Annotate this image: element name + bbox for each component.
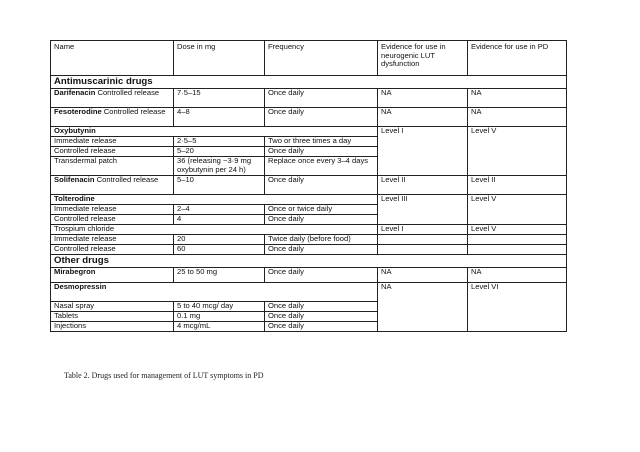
frequency-cell: Once daily bbox=[265, 245, 378, 255]
drug-table bbox=[50, 40, 567, 332]
neuro-evidence-cell: Level III bbox=[378, 195, 468, 225]
frequency-cell: Once or twice daily bbox=[265, 205, 378, 215]
drug-formulation: Controlled release bbox=[95, 88, 160, 97]
dose-cell: 7·5–15 bbox=[174, 89, 265, 108]
drug-name-cell bbox=[51, 268, 174, 283]
frequency-cell: Once daily bbox=[265, 302, 378, 312]
frequency-cell: Once daily bbox=[265, 215, 378, 225]
pd-evidence-cell: NA bbox=[468, 89, 567, 108]
drug-name: Fesoterodine bbox=[54, 107, 102, 116]
neuro-evidence-cell: NA bbox=[378, 268, 468, 283]
table-row bbox=[51, 245, 567, 255]
dose-cell: 2–4 bbox=[174, 205, 265, 215]
frequency-cell: Once daily bbox=[265, 89, 378, 108]
formulation-cell: Controlled release bbox=[51, 245, 174, 255]
neuro-evidence-cell: Level I bbox=[378, 127, 468, 176]
drug-name: Tolterodine bbox=[54, 194, 95, 203]
drug-name: Solifenacin bbox=[54, 175, 95, 184]
formulation-cell: Immediate release bbox=[51, 205, 174, 215]
table-header-row bbox=[51, 41, 567, 76]
drug-name-cell bbox=[51, 89, 174, 108]
formulation-cell: Controlled release bbox=[51, 215, 174, 225]
pd-evidence-cell: Level V bbox=[468, 225, 567, 235]
pd-evidence-cell: Level VI bbox=[468, 283, 567, 332]
formulation-cell: Transdermal patch bbox=[51, 157, 174, 176]
drug-name-cell bbox=[51, 283, 378, 302]
pd-evidence-cell: NA bbox=[468, 108, 567, 127]
drug-name: Darifenacin bbox=[54, 88, 96, 97]
header-frequency: Frequency bbox=[265, 41, 378, 76]
table-row bbox=[51, 195, 567, 205]
frequency-cell: Once daily bbox=[265, 322, 378, 332]
frequency-cell: Once daily bbox=[265, 268, 378, 283]
frequency-cell: Twice daily (before food) bbox=[265, 235, 378, 245]
dose-cell: 4 mcg/mL bbox=[174, 322, 265, 332]
drug-name-cell bbox=[51, 176, 174, 195]
formulation-cell: Controlled release bbox=[51, 147, 174, 157]
pd-evidence-cell: Level V bbox=[468, 195, 567, 225]
neuro-evidence-cell: NA bbox=[378, 108, 468, 127]
drug-name: Oxybutynin bbox=[54, 126, 96, 135]
dose-cell: 36 (releasing ~3·9 mg oxybutynin per 24 h) bbox=[174, 157, 265, 176]
table-row bbox=[51, 108, 567, 127]
table-row bbox=[51, 89, 567, 108]
header-name: Name bbox=[51, 41, 174, 76]
neuro-evidence-cell: NA bbox=[378, 283, 468, 332]
frequency-cell: Once daily bbox=[265, 147, 378, 157]
frequency-cell: Once daily bbox=[265, 176, 378, 195]
dose-cell: 4 bbox=[174, 215, 265, 225]
frequency-cell: Replace once every 3–4 days bbox=[265, 157, 378, 176]
drug-name-cell bbox=[51, 195, 378, 205]
pd-evidence-cell bbox=[468, 235, 567, 245]
dose-cell: 25 to 50 mg bbox=[174, 268, 265, 283]
dose-cell: 5 to 40 mcg/ day bbox=[174, 302, 265, 312]
neuro-evidence-cell: Level II bbox=[378, 176, 468, 195]
drug-name-cell: Trospium chloride bbox=[51, 225, 378, 235]
table-row bbox=[51, 176, 567, 195]
header-dose: Dose in mg bbox=[174, 41, 265, 76]
dose-cell: 5–10 bbox=[174, 176, 265, 195]
table-row bbox=[51, 235, 567, 245]
dose-cell: 4–8 bbox=[174, 108, 265, 127]
table-caption: Table 2. Drugs used for management of LUT symptoms in PD bbox=[64, 371, 264, 380]
formulation-cell: Nasal spray bbox=[51, 302, 174, 312]
pd-evidence-cell: Level V bbox=[468, 127, 567, 176]
drug-formulation: Controlled release bbox=[94, 175, 159, 184]
drug-name-cell bbox=[51, 127, 378, 137]
drug-name: Mirabegron bbox=[54, 267, 96, 276]
formulation-cell: Immediate release bbox=[51, 137, 174, 147]
drug-name: Desmopressin bbox=[54, 282, 107, 291]
neuro-evidence-cell bbox=[378, 235, 468, 245]
formulation-cell: Immediate release bbox=[51, 235, 174, 245]
header-neuro-evidence: Evidence for use in neurogenic LUT dysfunction bbox=[378, 41, 468, 76]
section-antimuscarinic: Antimuscarinic drugs bbox=[51, 76, 567, 89]
formulation-cell: Tablets bbox=[51, 312, 174, 322]
pd-evidence-cell: NA bbox=[468, 268, 567, 283]
neuro-evidence-cell: Level I bbox=[378, 225, 468, 235]
pd-evidence-cell bbox=[468, 245, 567, 255]
table-row bbox=[51, 127, 567, 137]
frequency-cell: Once daily bbox=[265, 108, 378, 127]
table-row bbox=[51, 268, 567, 283]
pd-evidence-cell: Level II bbox=[468, 176, 567, 195]
section-other: Other drugs bbox=[51, 255, 567, 268]
formulation-cell: Injections bbox=[51, 322, 174, 332]
table-row bbox=[51, 225, 567, 235]
section-row bbox=[51, 255, 567, 268]
table-row bbox=[51, 283, 567, 302]
dose-cell: 20 bbox=[174, 235, 265, 245]
neuro-evidence-cell bbox=[378, 245, 468, 255]
drug-name-cell bbox=[51, 108, 174, 127]
header-pd-evidence: Evidence for use in PD bbox=[468, 41, 567, 76]
dose-cell: 2·5–5 bbox=[174, 137, 265, 147]
neuro-evidence-cell: NA bbox=[378, 89, 468, 108]
section-row bbox=[51, 76, 567, 89]
drug-formulation: Controlled release bbox=[101, 107, 166, 116]
frequency-cell: Two or three times a day bbox=[265, 137, 378, 147]
dose-cell: 0.1 mg bbox=[174, 312, 265, 322]
frequency-cell: Once daily bbox=[265, 312, 378, 322]
dose-cell: 5–20 bbox=[174, 147, 265, 157]
dose-cell: 60 bbox=[174, 245, 265, 255]
